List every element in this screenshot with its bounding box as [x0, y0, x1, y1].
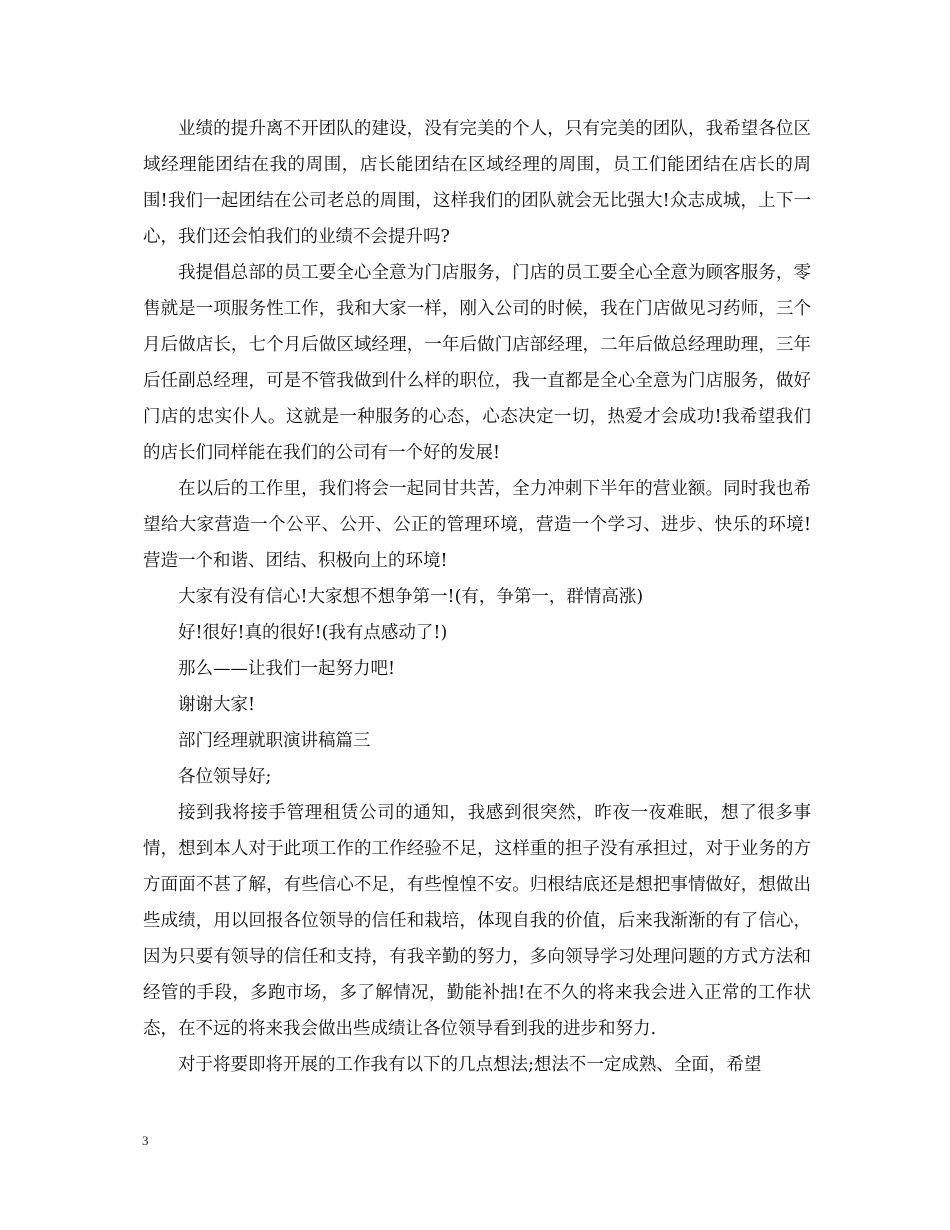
salutation: 各位领导好; — [178, 767, 272, 787]
line-confidence-call: 大家有没有信心!大家想不想争第一!(有，争第一，群情高涨) — [178, 587, 644, 607]
section-heading: 部门经理就职演讲稿篇三 — [178, 731, 371, 751]
line-work-together: 那么——让我们一起努力吧! — [178, 659, 396, 679]
paragraph-future-work: 在以后的工作里，我们将会一起同甘共苦，全力冲刺下半年的营业额。同时我也希望给大家营造一个公平、公开、公正的管理环境，营造一个学习、进步、快乐的环境!营造一个和谐、团结、积极向上的环境! — [143, 479, 811, 571]
paragraph-service-attitude: 我提倡总部的员工要全心全意为门店服务，门店的员工要全心全意为顾客服务，零售就是一项服务性工作，我和大家一样，刚入公司的时候，我在门店做见习药师，三个月后做店长，七个月后做区域经理，一年后做门店部经理，二年后做总经理助理，三年后任副总经理，可是不管我做到什么样的职位，我一直都是全心全意为门店服务，做好门店的忠实仆人。这就是一种服务的心态，心态决定一切，热爱才会成功!我希望我们的店长们同样能在我们的公司有一个好的发展! — [143, 263, 811, 463]
paragraph-new-assignment: 接到我将接手管理租赁公司的通知，我感到很突然，昨夜一夜难眠，想了很多事情，想到本人对于此项工作的工作经验不足，这样重的担子没有承担过，对于业务的方方面面不甚了解，有些信心不足，有些惶惶不安。归根结底还是想把事情做好，想做出些成绩，用以回报各位领导的信任和栽培，体现自我的价值，后来我渐渐的有了信心，因为只要有领导的信任和支持，有我辛勤的努力，多向领导学习处理问题的方式方法和经管的手段，多跑市场，多了解情况，勤能补拙!在不久的将来我会进入正常的工作状态，在不远的将来我会做出些成绩让各位领导看到我的进步和努力. — [143, 803, 811, 1039]
paragraph-team-building: 业绩的提升离不开团队的建设，没有完美的个人，只有完美的团队，我希望各位区域经理能团结在我的周围，店长能团结在区域经理的周围，员工们能团结在店长的周围!我们一起团结在公司老总的周围，这样我们的团队就会无比强大!众志成城，上下一心，我们还会怕我们的业绩不会提升吗? — [143, 119, 811, 247]
line-very-good: 好!很好!真的很好!(我有点感动了!) — [178, 623, 448, 643]
document-body — [143, 111, 811, 1083]
page-number: 3 — [142, 1133, 149, 1148]
line-thanks: 谢谢大家! — [178, 695, 256, 715]
paragraph-upcoming-ideas: 对于将要即将开展的工作我有以下的几点想法;想法不一定成熟、全面，希望 — [178, 1055, 762, 1075]
